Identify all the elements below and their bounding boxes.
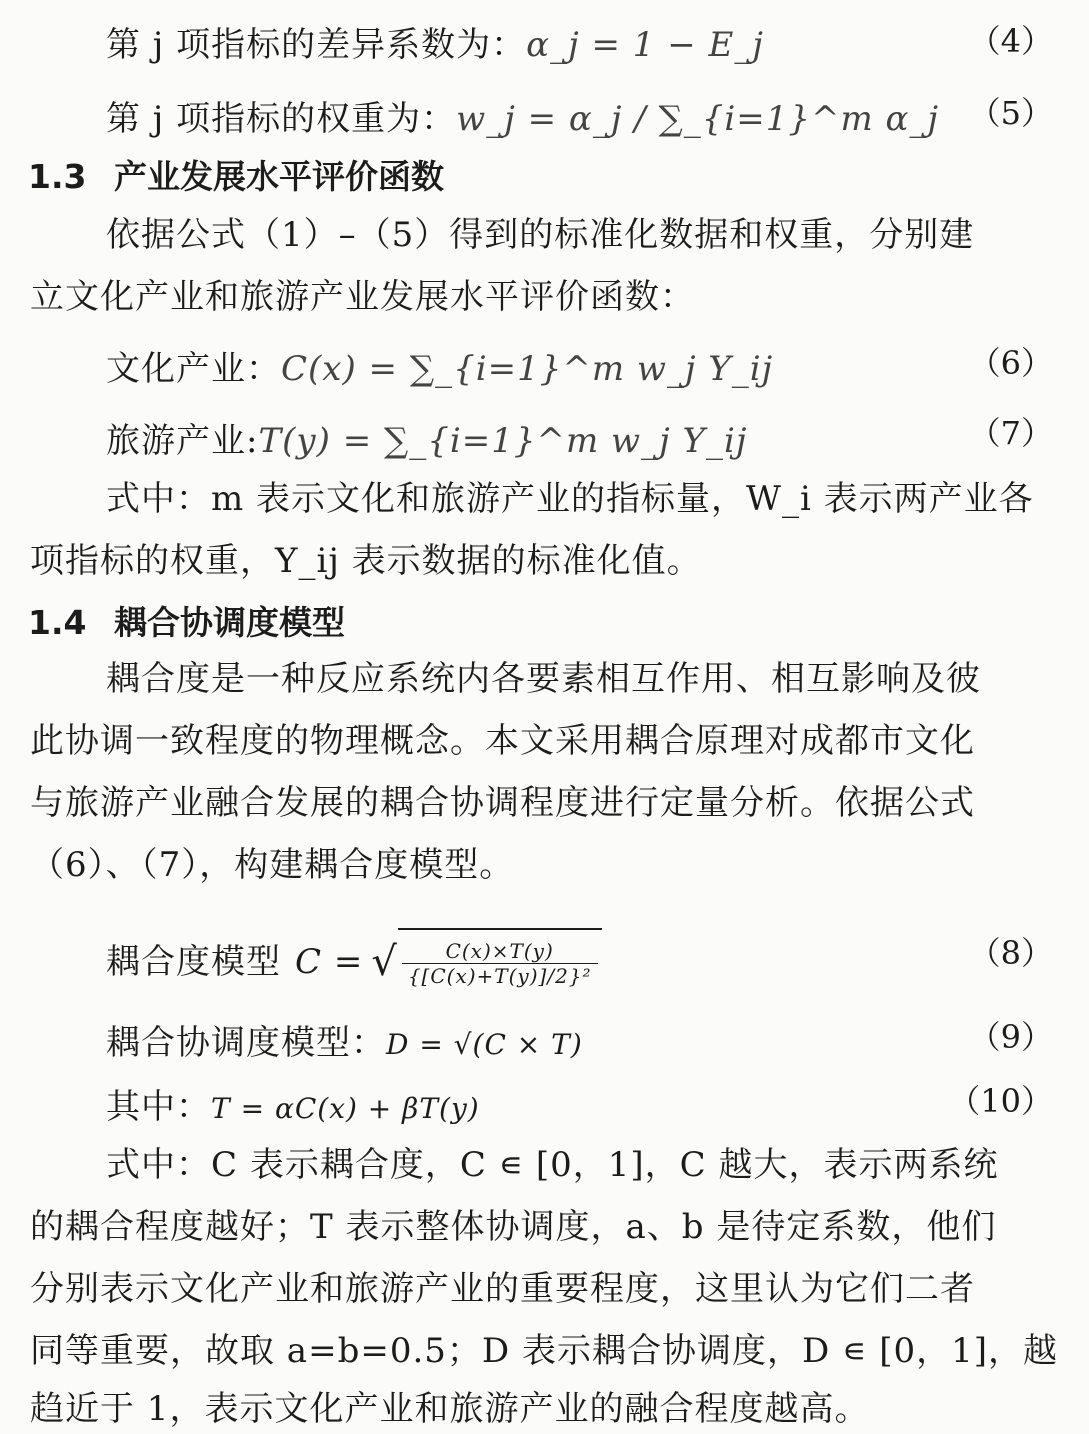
eq8-number: （8）: [968, 934, 1053, 972]
eq6-line: [106, 346, 773, 392]
section-number: 1.4: [28, 603, 87, 642]
eq4-number: （4）: [968, 22, 1053, 60]
eq6-label: 文化产业：: [106, 349, 281, 389]
eq8-line: [106, 928, 602, 996]
eq8-numerator: C(x)×T(y): [402, 939, 598, 964]
eq8-denominator: {[C(x)+T(y)]/2}²: [407, 963, 592, 988]
eq5-line: [106, 96, 939, 142]
section-number: 1.3: [28, 157, 87, 196]
section-1-4-heading: [28, 600, 345, 646]
para2-line2: 项指标的权重，Y_ij 表示数据的标准化值。: [30, 541, 702, 581]
eq9-line: [106, 1020, 583, 1068]
eq5-formula: w_j = α_j / ∑_{i=1}^m α_j: [456, 99, 940, 139]
eq4-label: 第 j 项指标的差异系数为：: [106, 25, 527, 65]
para4-line1: 式中：C 表示耦合度，C ∊ [0，1]，C 越大，表示两系统: [106, 1145, 999, 1185]
eq6-number: （6）: [968, 344, 1053, 382]
eq5-label: 第 j 项指标的权重为：: [106, 99, 457, 139]
para4-line4: 同等重要，故取 a=b=0.5；D 表示耦合协调度，D ∊ [0，1]，越: [30, 1331, 1059, 1371]
para4-line5: 趋近于 1，表示文化产业和旅游产业的融合程度越高。: [30, 1389, 870, 1429]
eq10-number: （10）: [948, 1082, 1053, 1120]
eq10-formula: T = αC(x) + βT(y): [211, 1092, 480, 1125]
eq7-line: [106, 418, 747, 464]
para1-line1: 依据公式（1）–（5）得到的标准化数据和权重，分别建: [106, 215, 975, 255]
eq7-formula: T(y) = ∑_{i=1}^m w_j Y_ij: [258, 421, 748, 461]
eq4-line: [106, 22, 764, 68]
eq10-label: 其中：: [106, 1087, 211, 1127]
eq8-fraction: [402, 939, 598, 988]
eq9-number: （9）: [968, 1018, 1053, 1056]
eq9-formula: D = √(C × T): [386, 1028, 583, 1061]
eq8-label: 耦合度模型: [106, 942, 281, 982]
para2-line1: 式中：m 表示文化和旅游产业的指标量，W_i 表示两产业各: [106, 479, 1034, 519]
section-title: 产业发展水平评价函数: [114, 157, 444, 196]
eq7-number: （7）: [968, 414, 1053, 452]
section-title: 耦合协调度模型: [114, 603, 345, 642]
para3-line1: 耦合度是一种反应系统内各要素相互作用、相互影响及彼: [106, 659, 981, 699]
eq9-label: 耦合协调度模型：: [106, 1023, 386, 1063]
eq8-lhs: C =: [295, 942, 364, 982]
sqrt-icon: √: [371, 939, 398, 985]
eq8-sqrt: [371, 928, 601, 996]
eq5-number: （5）: [968, 94, 1053, 132]
para4-line2: 的耦合程度越好；T 表示整体协调度，a、b 是待定系数，他们: [30, 1207, 997, 1247]
para4-line3: 分别表示文化产业和旅游产业的重要程度，这里认为它们二者: [30, 1269, 975, 1309]
eq7-label: 旅游产业:: [106, 421, 259, 461]
para3-line4: （6）、（7），构建耦合度模型。: [30, 845, 515, 885]
para3-line3: 与旅游产业融合发展的耦合协调程度进行定量分析。依据公式: [30, 783, 975, 823]
para1-line2: 立文化产业和旅游产业发展水平评价函数：: [30, 277, 695, 317]
section-1-3-heading: [28, 154, 444, 200]
eq4-formula: α_j = 1 − E_j: [526, 25, 764, 65]
eq10-line: [106, 1084, 480, 1132]
para3-line2: 此协调一致程度的物理概念。本文采用耦合原理对成都市文化: [30, 721, 975, 761]
eq6-formula: C(x) = ∑_{i=1}^m w_j Y_ij: [281, 349, 774, 389]
